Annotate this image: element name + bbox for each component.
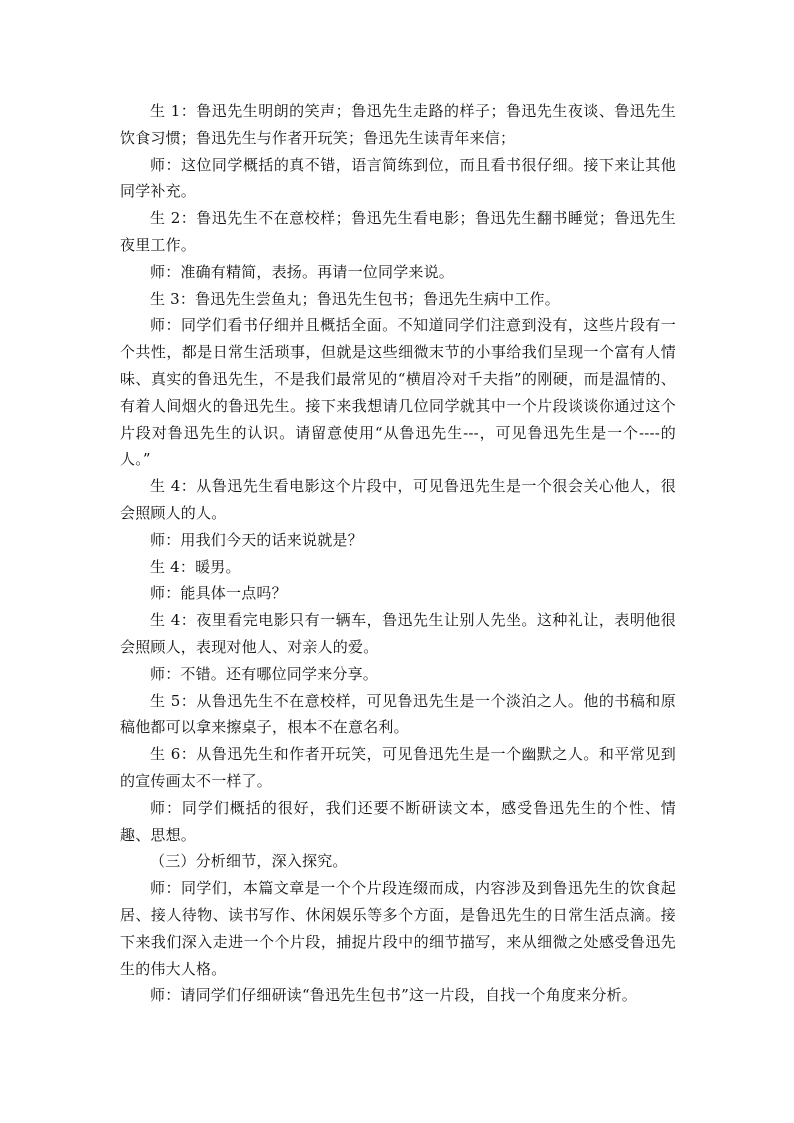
paragraph-student-5: 生 5：从鲁迅先生不在意校样，可见鲁迅先生是一个淡泊之人。他的书稿和原稿他都可以拿来擦桌子，根本不在意名利。: [120, 691, 676, 737]
paragraph-teacher-7: 师：同学们概括的很好，我们还要不断研读文本，感受鲁迅先生的个性、情趣、思想。: [120, 798, 676, 844]
paragraph-teacher-2: 师：准确有精简，表扬。再请一位同学来说。: [150, 262, 455, 281]
paragraph-teacher-4: 师：用我们今天的话来说就是？: [150, 530, 363, 549]
paragraph-teacher-6: 师：不错。还有哪位同学来分享。: [150, 664, 379, 683]
paragraph-student-6: 生 6：从鲁迅先生和作者开玩笑，可见鲁迅先生是一个幽默之人。和平常见到的宣传画太不一样了。: [120, 745, 676, 790]
paragraph-student-4b: 生 4：暖男。: [150, 557, 241, 576]
paragraph-student-4a: 生 4：从鲁迅先生看电影这个片段中，可见鲁迅先生是一个很会关心他人，很会照顾人的人。: [120, 477, 676, 522]
document-body: [120, 98, 676, 1009]
paragraph-teacher-9: 师：请同学们仔细研读“鲁迅先生包书”这一片段，自找一个角度来分析。: [150, 986, 637, 1005]
paragraph-student-3: 生 3：鲁迅先生尝鱼丸；鲁迅先生包书；鲁迅先生病中工作。: [150, 289, 560, 308]
paragraph-student-4c: 生 4：夜里看完电影只有一辆车，鲁迅先生让别人先坐。这种礼让，表明他很会照顾人，表现对他人、对亲人的爱。: [120, 611, 676, 656]
paragraph-teacher-1: 师：这位同学概括的真不错，语言简练到位，而且看书很仔细。接下来让其他同学补充。: [120, 155, 676, 201]
section-heading-analysis: （三）分析细节，深入探究。: [150, 852, 348, 871]
paragraph-teacher-3: 师：同学们看书仔细并且概括全面。不知道同学们注意到没有，这些片段有一个共性，都是日常生活琐事，但就是这些细微末节的小事给我们呈现一个富有人情味、真实的鲁迅先生，不是我们最常见的“横眉冷对千夫指”的刚硬，而是温情的、有着人间烟火的鲁迅先生。接下来我想请几位同学就其中一个片段谈谈你通过这个片段对鲁迅先生的认识。请留意使用“从鲁迅先生---，可见鲁迅先生是一个----的人。”: [120, 316, 676, 469]
paragraph-student-2: 生 2：鲁迅先生不在意校样；鲁迅先生看电影；鲁迅先生翻书睡觉；鲁迅先生夜里工作。: [120, 209, 676, 254]
paragraph-teacher-5: 师：能具体一点吗？: [150, 584, 287, 603]
paragraph-teacher-8: 师：同学们，本篇文章是一个个片段连缀而成，内容涉及到鲁迅先生的饮食起居、接人待物、读书写作、休闲娱乐等多个方面，是鲁迅先生的日常生活点滴。接下来我们深入走进一个个片段，捕捉片段中的细节描写，来从细微之处感受鲁迅先生的伟大人格。: [120, 879, 676, 978]
paragraph-student-1: 生 1：鲁迅先生明朗的笑声；鲁迅先生走路的样子；鲁迅先生夜谈、鲁迅先生饮食习惯；鲁迅先生与作者开玩笑；鲁迅先生读青年来信；: [120, 102, 676, 147]
